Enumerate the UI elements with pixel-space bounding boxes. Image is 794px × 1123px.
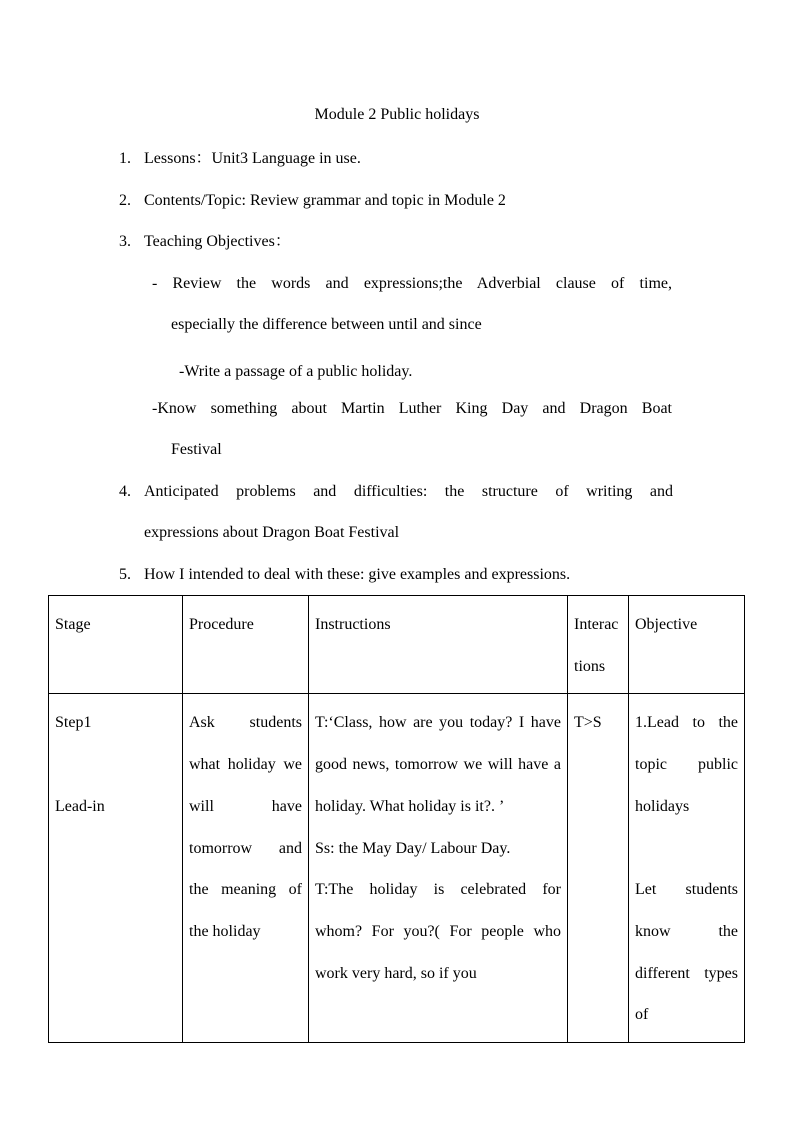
item-text: How I intended to deal with these: give examples and expressions. <box>144 566 571 583</box>
list-item <box>119 482 131 502</box>
objective-line: -Know something about Martin Luther King Day and Dragon Boat <box>152 400 672 417</box>
item-text: Contents/Topic: Review grammar and topic in Module 2 <box>144 192 506 209</box>
list-item <box>119 149 131 169</box>
header-instructions: Instructions <box>309 596 568 694</box>
cell-procedure: Ask students what holiday we will have tomorrow and the meaning of the holiday <box>183 694 309 1043</box>
header-objective: Objective <box>629 596 745 694</box>
objective-line: especially the difference between until and since <box>171 316 482 333</box>
instruction-line: T:The holiday is celebrated for whom? For you?( For people who work very hard, so if you <box>315 881 561 982</box>
table-row <box>49 694 745 1043</box>
instruction-line: Ss: the May Day/ Labour Day. <box>315 839 511 857</box>
list-item <box>119 191 131 211</box>
header-interactions: Interactions <box>568 596 629 694</box>
list-item <box>119 565 131 585</box>
item-number: 5. <box>119 566 131 583</box>
stage-name: Lead-in <box>55 797 105 815</box>
cell-instructions <box>309 694 568 1043</box>
item-text: expressions about Dragon Boat Festival <box>144 524 400 541</box>
header-stage: Stage <box>49 596 183 694</box>
item-text: Teaching Objectives： <box>144 233 291 250</box>
cell-stage <box>49 694 183 1043</box>
item-number: 3. <box>119 233 131 250</box>
table-header-row <box>49 596 745 694</box>
objective-line: -Write a passage of a public holiday. <box>179 363 413 380</box>
item-number: 2. <box>119 192 131 209</box>
instruction-line: T:‘Class, how are you today? I have good news, tomorrow we will have a holiday. What holiday is it?. ’ <box>315 714 561 815</box>
objective-text: Let students know the different types of <box>635 881 738 1024</box>
lesson-plan-table <box>48 595 745 1043</box>
objective-text: 1.Lead to the topic public holidays <box>635 714 738 815</box>
item-text: Anticipated problems and difficulties: the structure of writing and <box>144 483 673 500</box>
item-number: 1. <box>119 150 131 167</box>
objective-line: - Review the words and expressions;the Adverbial clause of time, <box>152 275 672 292</box>
cell-interaction: T>S <box>568 694 629 1043</box>
page-title: Module 2 Public holidays <box>314 106 480 123</box>
cell-objective <box>629 694 745 1043</box>
item-text: Lessons：Unit3 Language in use. <box>144 150 361 167</box>
stage-step: Step1 <box>55 714 92 732</box>
list-item <box>119 232 131 252</box>
header-procedure: Procedure <box>183 596 309 694</box>
objective-line: Festival <box>171 441 222 458</box>
item-number: 4. <box>119 483 131 500</box>
